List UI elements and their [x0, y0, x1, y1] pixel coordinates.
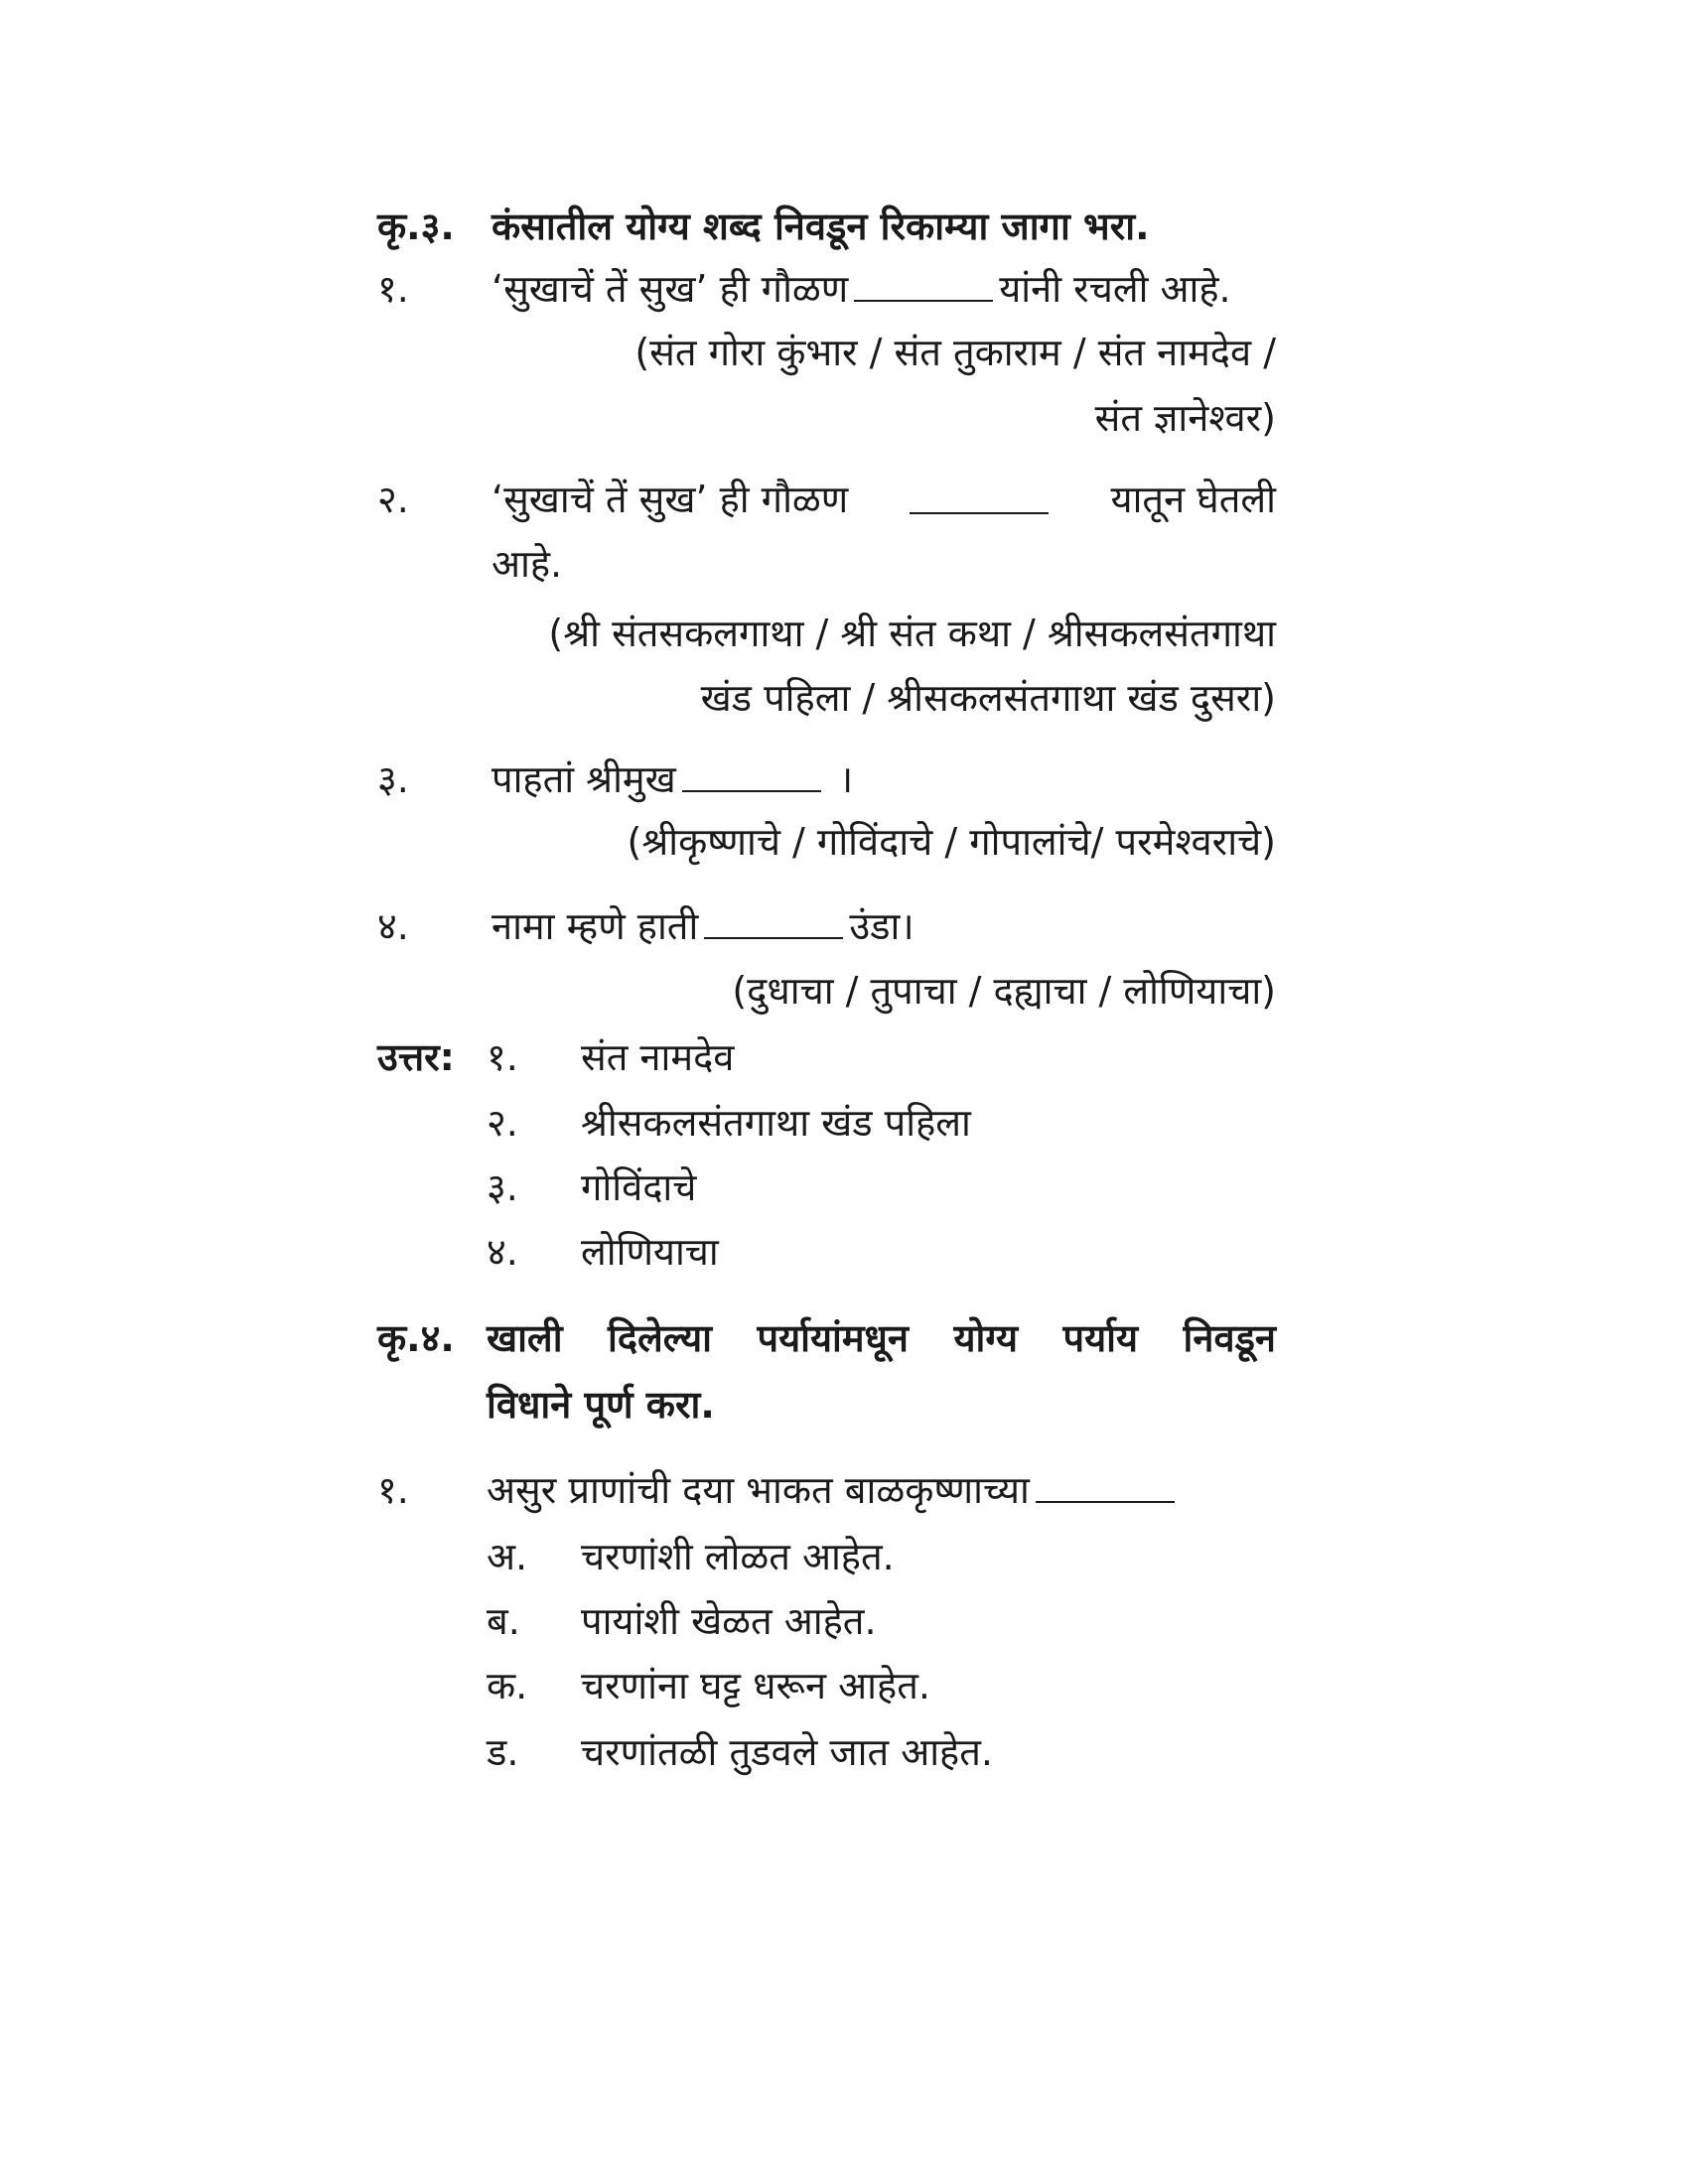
q3-item-4-options: (दुधाचा / तुपाचा / दह्याचा / लोणियाचा)	[732, 969, 1276, 1013]
q3-answer-2	[377, 1090, 1276, 1156]
q4-heading-second-line	[377, 1372, 1276, 1437]
q4-heading-line-2: विधाने पूर्ण करा.	[487, 1383, 715, 1427]
q3-item-2-cont-text: आहे.	[492, 542, 563, 586]
q4-item-1-text: असुर प्राणांची दया भाकत बाळकृष्णाच्या	[487, 1468, 1030, 1512]
q3-answer-4	[377, 1219, 1276, 1285]
q3-item-3-number: ३.	[377, 757, 409, 801]
q3-item-1-options-line-1: (संत गोरा कुंभार / संत तुकाराम / संत नामदेव /	[634, 331, 1276, 374]
choice-b-text: पायांशी खेळत आहेत.	[581, 1599, 877, 1643]
q3-item-2-before: ‘सुखाचें तें सुख’ ही गौळण	[492, 478, 849, 521]
q3-item-3-blank[interactable]	[682, 756, 821, 792]
choice-c-label: क.	[487, 1664, 528, 1707]
q4-item-1-number: १.	[377, 1468, 409, 1512]
answer-4-number: ४.	[487, 1230, 518, 1274]
choice-a-label: अ.	[487, 1535, 528, 1578]
q3-heading-text: कंसातील योग्य शब्द निवडून रिकाम्या जागा भरा.	[492, 205, 1150, 248]
q3-item-2-options-line-1: (श्री संतसकलगाथा / श्री संत कथा / श्रीसकलसंतगाथा	[548, 612, 1276, 655]
q4-choice-c	[377, 1653, 1276, 1718]
q4-choice-b	[377, 1588, 1276, 1654]
q3-item-4-before: नामा म्हणे हाती	[492, 904, 699, 948]
q4-heading	[377, 1305, 1276, 1371]
q3-item-4-number: ४.	[377, 904, 409, 948]
q3-item-1-before: ‘सुखाचें तें सुख’ ही गौळण	[492, 267, 849, 311]
answer-1-text: संत नामदेव	[581, 1035, 735, 1079]
q3-item-2-number: २.	[377, 478, 409, 521]
q3-item-3-options: (श्रीकृष्णाचे / गोविंदाचे / गोपालांचे/ परमेश्वराचे)	[627, 820, 1276, 864]
q3-item-3-after: ।	[838, 757, 854, 801]
answer-2-number: २.	[487, 1101, 518, 1145]
q4-choice-a	[377, 1524, 1276, 1589]
choice-a-text: चरणांशी लोळत आहेत.	[581, 1535, 895, 1578]
q4-choice-d	[377, 1719, 1276, 1785]
choice-c-text: चरणांना घट्ट धरून आहेत.	[581, 1664, 930, 1707]
answer-4-text: लोणियाचा	[581, 1230, 719, 1274]
q3-item-1-number: १.	[377, 267, 409, 311]
q4-heading-number: कृ.४.	[377, 1316, 455, 1360]
q4-heading-line-1: खाली दिलेल्या पर्यायांमधून योग्य पर्याय निवडून	[487, 1316, 1276, 1360]
q3-item-2-options-line-2: खंड पहिला / श्रीसकलसंतगाथा खंड दुसरा)	[700, 676, 1276, 720]
choice-b-label: ब.	[487, 1599, 520, 1643]
q3-item-4-after: उंडा।	[849, 904, 914, 948]
answer-2-text: श्रीसकलसंतगाथा खंड पहिला	[581, 1101, 971, 1145]
choice-d-label: ड.	[487, 1730, 519, 1774]
q3-item-2-continuation	[377, 531, 1276, 597]
q3-heading	[377, 194, 1276, 259]
q3-answer-1	[377, 1024, 1276, 1090]
q3-item-4-blank[interactable]	[704, 903, 843, 939]
q3-item-2-blank[interactable]	[910, 478, 1049, 514]
q3-item-1-blank[interactable]	[854, 266, 993, 302]
answer-3-text: गोविंदाचे	[581, 1165, 697, 1209]
q3-heading-number: कृ.३.	[377, 205, 455, 248]
q4-item-1-blank[interactable]	[1036, 1467, 1175, 1503]
answer-label: उत्तर:	[377, 1035, 455, 1079]
q3-item-1-after: यांनी रचली आहे.	[999, 267, 1231, 311]
choice-d-text: चरणांतळी तुडवले जात आहेत.	[581, 1730, 993, 1774]
q3-item-4	[377, 893, 1276, 959]
q3-item-3-before: पाहतां श्रीमुख	[492, 757, 676, 801]
answer-1-number: १.	[487, 1035, 518, 1079]
q3-item-1	[377, 256, 1276, 322]
answer-3-number: ३.	[487, 1165, 518, 1209]
q3-item-3	[377, 747, 1276, 812]
q4-item-1	[377, 1457, 1276, 1523]
q3-item-2	[377, 467, 1276, 532]
q3-item-2-after: यातून घेतली	[1110, 478, 1276, 521]
q3-answer-3	[377, 1155, 1276, 1220]
q3-item-1-options-line-2: संत ज्ञानेश्वर)	[1094, 396, 1276, 440]
